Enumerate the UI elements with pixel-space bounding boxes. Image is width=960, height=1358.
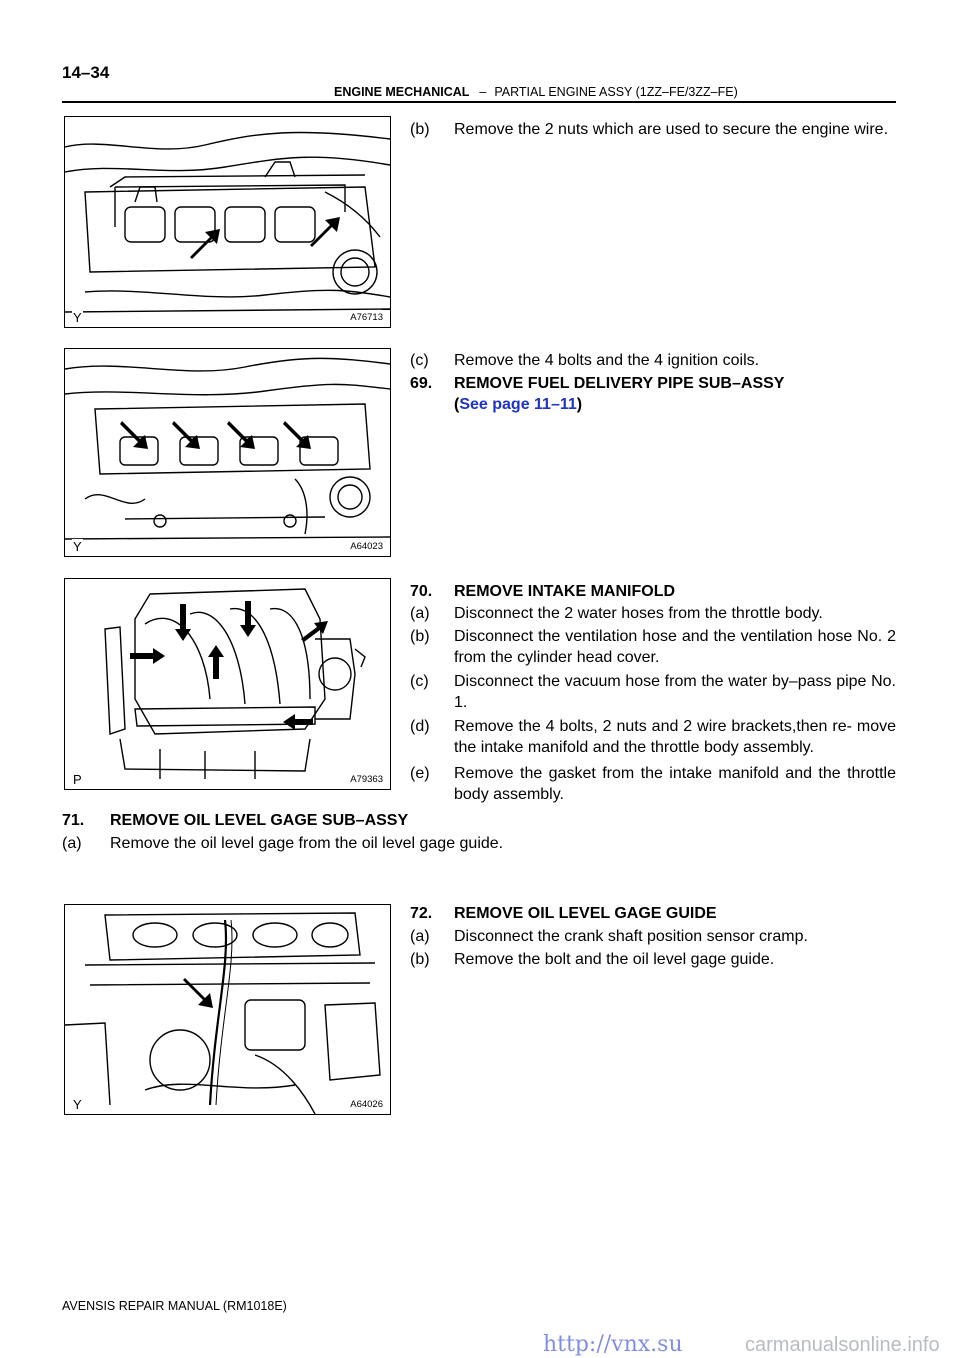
figure-code: A76713 [350, 312, 383, 323]
step-text: Remove the 4 bolts and the 4 ignition coils. [454, 352, 760, 369]
step-text: Remove the oil level gage from the oil level gage guide. [110, 835, 504, 852]
watermark-vnx[interactable]: http://vnx.su [543, 1332, 683, 1357]
step-label: 70. [410, 583, 433, 600]
arrow-icon [120, 421, 148, 449]
step-label: (b) [410, 121, 430, 138]
step-text: Remove the bolt and the oil level gage guide. [454, 951, 775, 968]
arrow-icon [283, 421, 311, 449]
arrow-icon [190, 229, 220, 259]
figure-code: A64023 [350, 541, 383, 552]
ref-open: ( [454, 396, 460, 413]
arrow-icon [227, 421, 255, 449]
watermark-carmanuals: carmanualsonline.info [745, 1334, 940, 1356]
step-label: (a) [410, 605, 430, 622]
header-rule [62, 101, 896, 103]
step-label: (d) [410, 718, 430, 735]
step-label: 72. [410, 905, 433, 922]
figure-letter: Y [73, 539, 82, 554]
step-label: 69. [410, 375, 433, 392]
figure-letter: P [73, 772, 82, 787]
arrow-icon [283, 714, 313, 730]
engine-illustration [65, 117, 390, 327]
figure-code: A64026 [350, 1099, 383, 1110]
step-label: (b) [410, 951, 430, 968]
ref-close: ) [576, 396, 583, 413]
header-title [334, 85, 738, 99]
figure-intake-manifold [64, 578, 391, 790]
page-number: 14–34 [62, 63, 110, 82]
step-label: (a) [410, 928, 430, 945]
step-label: (c) [410, 673, 429, 690]
step-text: Disconnect the crank shaft position sensor cramp. [454, 928, 808, 945]
header-separator: – [479, 85, 487, 99]
step-text: Remove the gasket from the intake manifold and the throttle body assembly. [454, 765, 896, 803]
figure-letter: Y [73, 310, 82, 325]
page-reference [454, 394, 582, 415]
header-section: ENGINE MECHANICAL [334, 85, 470, 99]
manifold-illustration [65, 579, 390, 789]
step-text: Disconnect the vacuum hose from the water by–pass pipe No. 1. [454, 673, 896, 711]
step-title: REMOVE INTAKE MANIFOLD [454, 583, 676, 600]
arrow-icon [183, 978, 213, 1008]
manual-footer: AVENSIS REPAIR MANUAL (RM1018E) [62, 1299, 287, 1313]
arrow-icon [208, 645, 224, 679]
step-label: 71. [62, 812, 85, 829]
figure-letter: Y [73, 1097, 82, 1112]
step-label: (c) [410, 352, 429, 369]
step-text: Remove the 2 nuts which are used to secure the engine wire. [454, 121, 889, 138]
step-text: Disconnect the ventilation hose and the ventilation hose No. 2 from the cylinder head cover. [454, 628, 896, 666]
step-label: (b) [410, 628, 430, 645]
figure-ignition-coils [64, 348, 391, 557]
arrow-icon [172, 421, 200, 449]
engine-illustration [65, 349, 390, 556]
step-title: REMOVE OIL LEVEL GAGE SUB–ASSY [110, 812, 409, 829]
step-title: REMOVE OIL LEVEL GAGE GUIDE [454, 905, 717, 922]
figure-engine-wire-nuts [64, 116, 391, 328]
figure-oil-level-gage-guide [64, 904, 391, 1115]
see-page-link[interactable]: See page 11–11 [459, 396, 577, 413]
step-label: (e) [410, 765, 430, 782]
step-text: Disconnect the 2 water hoses from the throttle body. [454, 605, 823, 622]
step-title: REMOVE FUEL DELIVERY PIPE SUB–ASSY [454, 375, 785, 392]
header-subsection: PARTIAL ENGINE ASSY (1ZZ–FE/3ZZ–FE) [494, 85, 738, 99]
engine-illustration [65, 905, 390, 1114]
arrow-icon [240, 601, 256, 637]
figure-code: A79363 [350, 774, 383, 785]
step-text: Remove the 4 bolts, 2 nuts and 2 wire brackets,then re- move the intake manifold and the throttle body assembly. [454, 718, 896, 756]
step-label: (a) [62, 835, 82, 852]
